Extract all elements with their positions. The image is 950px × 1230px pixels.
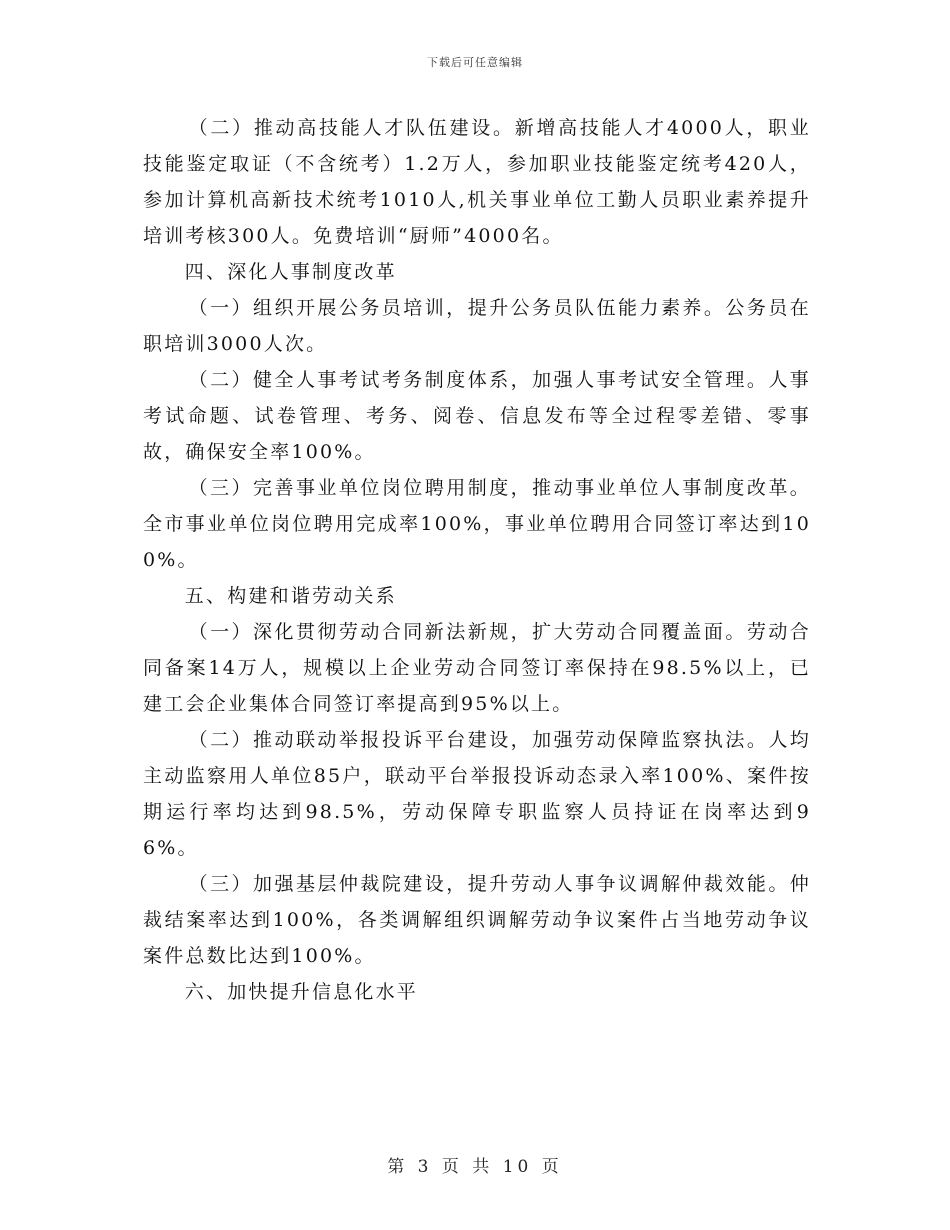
paragraph-skilled-talent: （二）推动高技能人才队伍建设。新增高技能人才4000人，职业技能鉴定取证（不含统考）1.2万人，参加职业技能鉴定统考420人，参加计算机高新技术统考1010人,机关事业单位工勤人员职业素养提升培训考核300人。免费培训“厨师”4000名。	[143, 117, 811, 247]
document-body	[143, 110, 811, 1010]
paragraph-post-employment: （三）完善事业单位岗位聘用制度，推动事业单位人事制度改革。全市事业单位岗位聘用完成率100%，事业单位聘用合同签订率达到100%。	[143, 477, 811, 571]
paragraph-arbitration: （三）加强基层仲裁院建设，提升劳动人事争议调解仲裁效能。仲裁结案率达到100%，各类调解组织调解劳动争议案件占当地劳动争议案件总数比达到100%。	[143, 873, 811, 967]
paragraph-labor-contracts: （一）深化贯彻劳动合同新法新规，扩大劳动合同覆盖面。劳动合同备案14万人，规模以上企业劳动合同签订率保持在98.5%以上，已建工会企业集体合同签订率提高到95%以上。	[143, 621, 811, 715]
page-header: 下载后可任意编辑	[427, 56, 523, 69]
section-heading-4: 四、深化人事制度改革	[184, 261, 397, 283]
paragraph-personnel-exams: （二）健全人事考试考务制度体系，加强人事考试安全管理。人事考试命题、试卷管理、考务、阅卷、信息发布等全过程零差错、零事故，确保安全率100%。	[143, 369, 811, 463]
paragraph-labor-inspection: （二）推动联动举报投诉平台建设，加强劳动保障监察执法。人均主动监察用人单位85户，联动平台举报投诉动态录入率100%、案件按期运行率均达到98.5%，劳动保障专职监察人员持证在岗率达到96%。	[143, 729, 811, 859]
page-number: 第 3 页 共 10 页	[387, 1157, 563, 1177]
section-heading-6: 六、加快提升信息化水平	[184, 981, 418, 1003]
section-heading-5: 五、构建和谐劳动关系	[184, 585, 397, 607]
paragraph-civil-servant-training: （一）组织开展公务员培训，提升公务员队伍能力素养。公务员在职培训3000人次。	[143, 297, 811, 355]
